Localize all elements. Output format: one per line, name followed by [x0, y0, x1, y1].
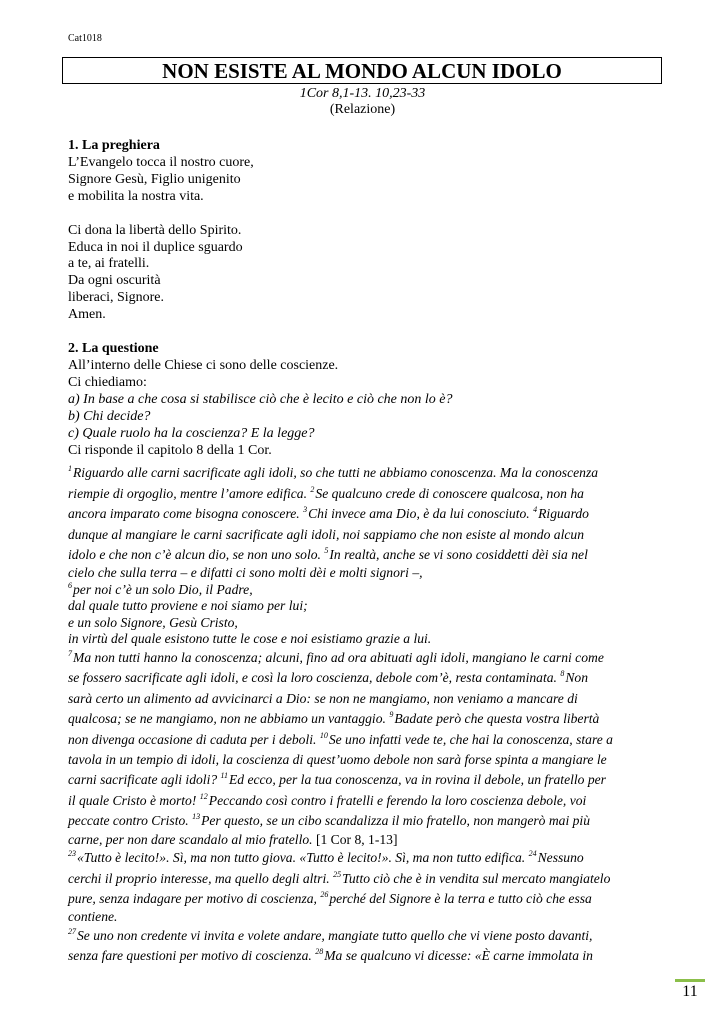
section-heading-question: 2. La questione [68, 341, 159, 357]
verse-number: 2 [310, 484, 315, 494]
verse-text: se fossero sacrificate agli idoli, e così la loro coscienza, debole com’è, resta contaminata. [68, 670, 557, 686]
verse-number: 8 [560, 669, 565, 679]
question-intro-line: All’interno delle Chiese ci sono delle coscienze. [68, 357, 339, 373]
verse-text: peccate contro Cristo. [68, 813, 189, 829]
verse-text: cerchi il proprio interesse, ma quello degli altri. [68, 870, 330, 886]
verse-text: ancora imparato come bisogna conoscere. [68, 506, 300, 522]
scripture-line: tavola in un tempio di idoli, la coscienza di quest’uomo debole non sarà forse spinta a mangiare le [68, 751, 607, 767]
verse-number: 23 [68, 849, 76, 859]
verse-number: 5 [324, 546, 329, 556]
verse-text: pure, senza indagare per motivo di coscienza, [68, 890, 317, 906]
prayer-line: Da ogni oscurità [68, 273, 161, 289]
question-item: c) Quale ruolo ha la coscienza? E la legge? [68, 425, 315, 441]
scripture-line [68, 889, 658, 909]
scripture-line [68, 730, 658, 750]
verse-text: Ed ecco, per la tua conoscenza, va in rovina il debole, un fratello per [228, 772, 606, 788]
verse-text: carne, per non dare scandalo al mio fratello. [68, 831, 313, 847]
verse-text: Non [565, 670, 588, 686]
verse-text: riempie di orgoglio, mentre l’amore edifica. [68, 485, 307, 501]
prayer-line: Signore Gesù, Figlio unigenito [68, 171, 241, 187]
page-title: NON ESISTE AL MONDO ALCUN IDOLO [62, 57, 662, 84]
verse-text: idolo e che non c’è alcun dio, se non uno solo. [68, 547, 321, 563]
section-heading-prayer: 1. La preghiera [68, 138, 160, 153]
scripture-line [68, 946, 658, 966]
scripture-line [68, 668, 658, 688]
verse-number: 25 [333, 869, 342, 879]
scripture-line [68, 463, 658, 483]
verse-number: 4 [533, 505, 538, 515]
prayer-line: e mobilita la nostra vita. [68, 188, 204, 204]
answer-intro: Ci risponde il capitolo 8 della 1 Cor. [68, 442, 272, 458]
scripture-line [68, 869, 658, 889]
verse-text: In realtà, anche se vi sono cosiddetti dèi sia nel [329, 547, 588, 563]
verse-number: 11 [220, 771, 228, 781]
question-item: a) In base a che cosa si stabilisce ciò che è lecito e ciò che non lo è? [68, 391, 453, 407]
scripture-line: dunque al mangiare le carni sacrificate agli idoli, noi sappiamo che non esiste al mondo alcun [68, 526, 584, 542]
document-body [68, 138, 658, 967]
scripture-line [68, 709, 658, 729]
verse-number: 13 [192, 812, 201, 822]
verse-text: Ma se qualcuno vi dicesse: «È carne immolata in [324, 948, 593, 964]
verse-text: Se uno non credente vi invita e volete andare, mangiate tutto quello che vi viene posto davanti, [77, 927, 593, 943]
verse-text: per noi c’è un solo Dio, il Padre, [73, 581, 253, 597]
scripture-line: dal quale tutto proviene e noi siamo per lui; [68, 598, 308, 614]
verse-text: carni sacrificate agli idoli? [68, 772, 218, 788]
verse-text: Se uno infatti vede te, che hai la conoscenza, stare a [328, 731, 613, 747]
verse-text: Chi invece ama Dio, è da lui conosciuto. [308, 506, 530, 522]
verse-text: il quale Cristo è morto! [68, 792, 197, 808]
document-subtitle: (Relazione) [329, 102, 396, 117]
verse-number: 10 [319, 730, 328, 740]
verse-text: Per questo, se un cibo scandalizza il mio fratello, non mangerò mai più [201, 813, 591, 829]
prayer-line: L’Evangelo tocca il nostro cuore, [68, 154, 254, 170]
verse-text: Riguardo alle carni sacrificate agli idoli, so che tutti ne abbiamo conoscenza. Ma la conoscenza [73, 465, 599, 481]
scripture-line [68, 926, 658, 946]
verse-text: Tutto ciò che è in vendita sul mercato mangiatelo [342, 870, 611, 886]
prayer-line: liberaci, Signore. [68, 290, 165, 306]
verse-number: 28 [315, 947, 324, 957]
verse-text: perché del Signore è la terra e tutto ciò che essa [329, 890, 592, 906]
scripture-line [68, 811, 658, 831]
document-code: Cat1018 [68, 33, 102, 44]
scripture-line: e un solo Signore, Gesù Cristo, [68, 614, 238, 630]
scripture-line [68, 770, 658, 790]
prayer-line: Ci dona la libertà dello Spirito. [68, 222, 242, 238]
verse-text: Nessuno [537, 850, 584, 866]
scripture-line: cielo che sulla terra – e difatti ci sono molti dèi e molti signori –, [68, 565, 423, 581]
verse-text: qualcosa; se ne mangiamo, non ne abbiamo un vantaggio. [68, 711, 386, 727]
scripture-line [68, 484, 658, 504]
scripture-line [68, 504, 658, 524]
verse-text: Peccando così contro i fratelli e ferendo la loro coscienza debole, voi [208, 792, 587, 808]
prayer-line: a te, ai fratelli. [68, 256, 150, 272]
question-intro-line: Ci chiediamo: [68, 374, 147, 390]
question-item: b) Chi decide? [68, 408, 151, 424]
scripture-line [68, 648, 658, 668]
scripture-line [68, 832, 658, 849]
verse-number: 27 [68, 926, 76, 936]
scripture-line [68, 582, 658, 599]
scripture-line [68, 545, 658, 565]
page-number: 11 [675, 979, 705, 1002]
verse-number: 6 [68, 580, 72, 590]
verse-text: Badate però che questa vostra libertà [394, 711, 600, 727]
verse-number: 24 [528, 849, 537, 859]
scripture-line: contiene. [68, 909, 118, 925]
verse-text: Ma non tutti hanno la conoscenza; alcuni, fino ad ora abituati agli idoli, mangiano le carni come [73, 649, 604, 665]
verse-text: non divenga occasione di caduta per i deboli. [68, 731, 317, 747]
verse-text: «Tutto è lecito!». Sì, ma non tutto giova. «Tutto è lecito!». Sì, ma non tutto edifica. [77, 850, 526, 866]
scripture-line [68, 848, 658, 868]
verse-text: Riguardo [538, 506, 589, 522]
scripture-line: in virtù del quale esistono tutte le cose e noi esistiamo grazie a lui. [68, 631, 432, 647]
verse-text: senza fare questioni per motivo di coscienza. [68, 948, 312, 964]
citation: [1 Cor 8, 1-13] [315, 831, 398, 847]
verse-number: 3 [303, 505, 308, 515]
scripture-line [68, 791, 658, 811]
verse-number: 9 [389, 710, 394, 720]
scripture-line: sarà certo un alimento ad avvicinarci a Dio: se non ne mangiamo, non veniamo a mancare di [68, 690, 578, 706]
prayer-line: Amen. [68, 307, 106, 323]
verse-text: Se qualcuno crede di conoscere qualcosa, non ha [315, 485, 584, 501]
verse-number: 26 [320, 889, 329, 899]
prayer-line: Educa in noi il duplice sguardo [68, 239, 243, 255]
verse-number: 1 [68, 464, 72, 474]
verse-number: 12 [199, 791, 208, 801]
scripture-reference: 1Cor 8,1-13. 10,23-33 [299, 86, 426, 101]
verse-number: 7 [68, 648, 72, 658]
